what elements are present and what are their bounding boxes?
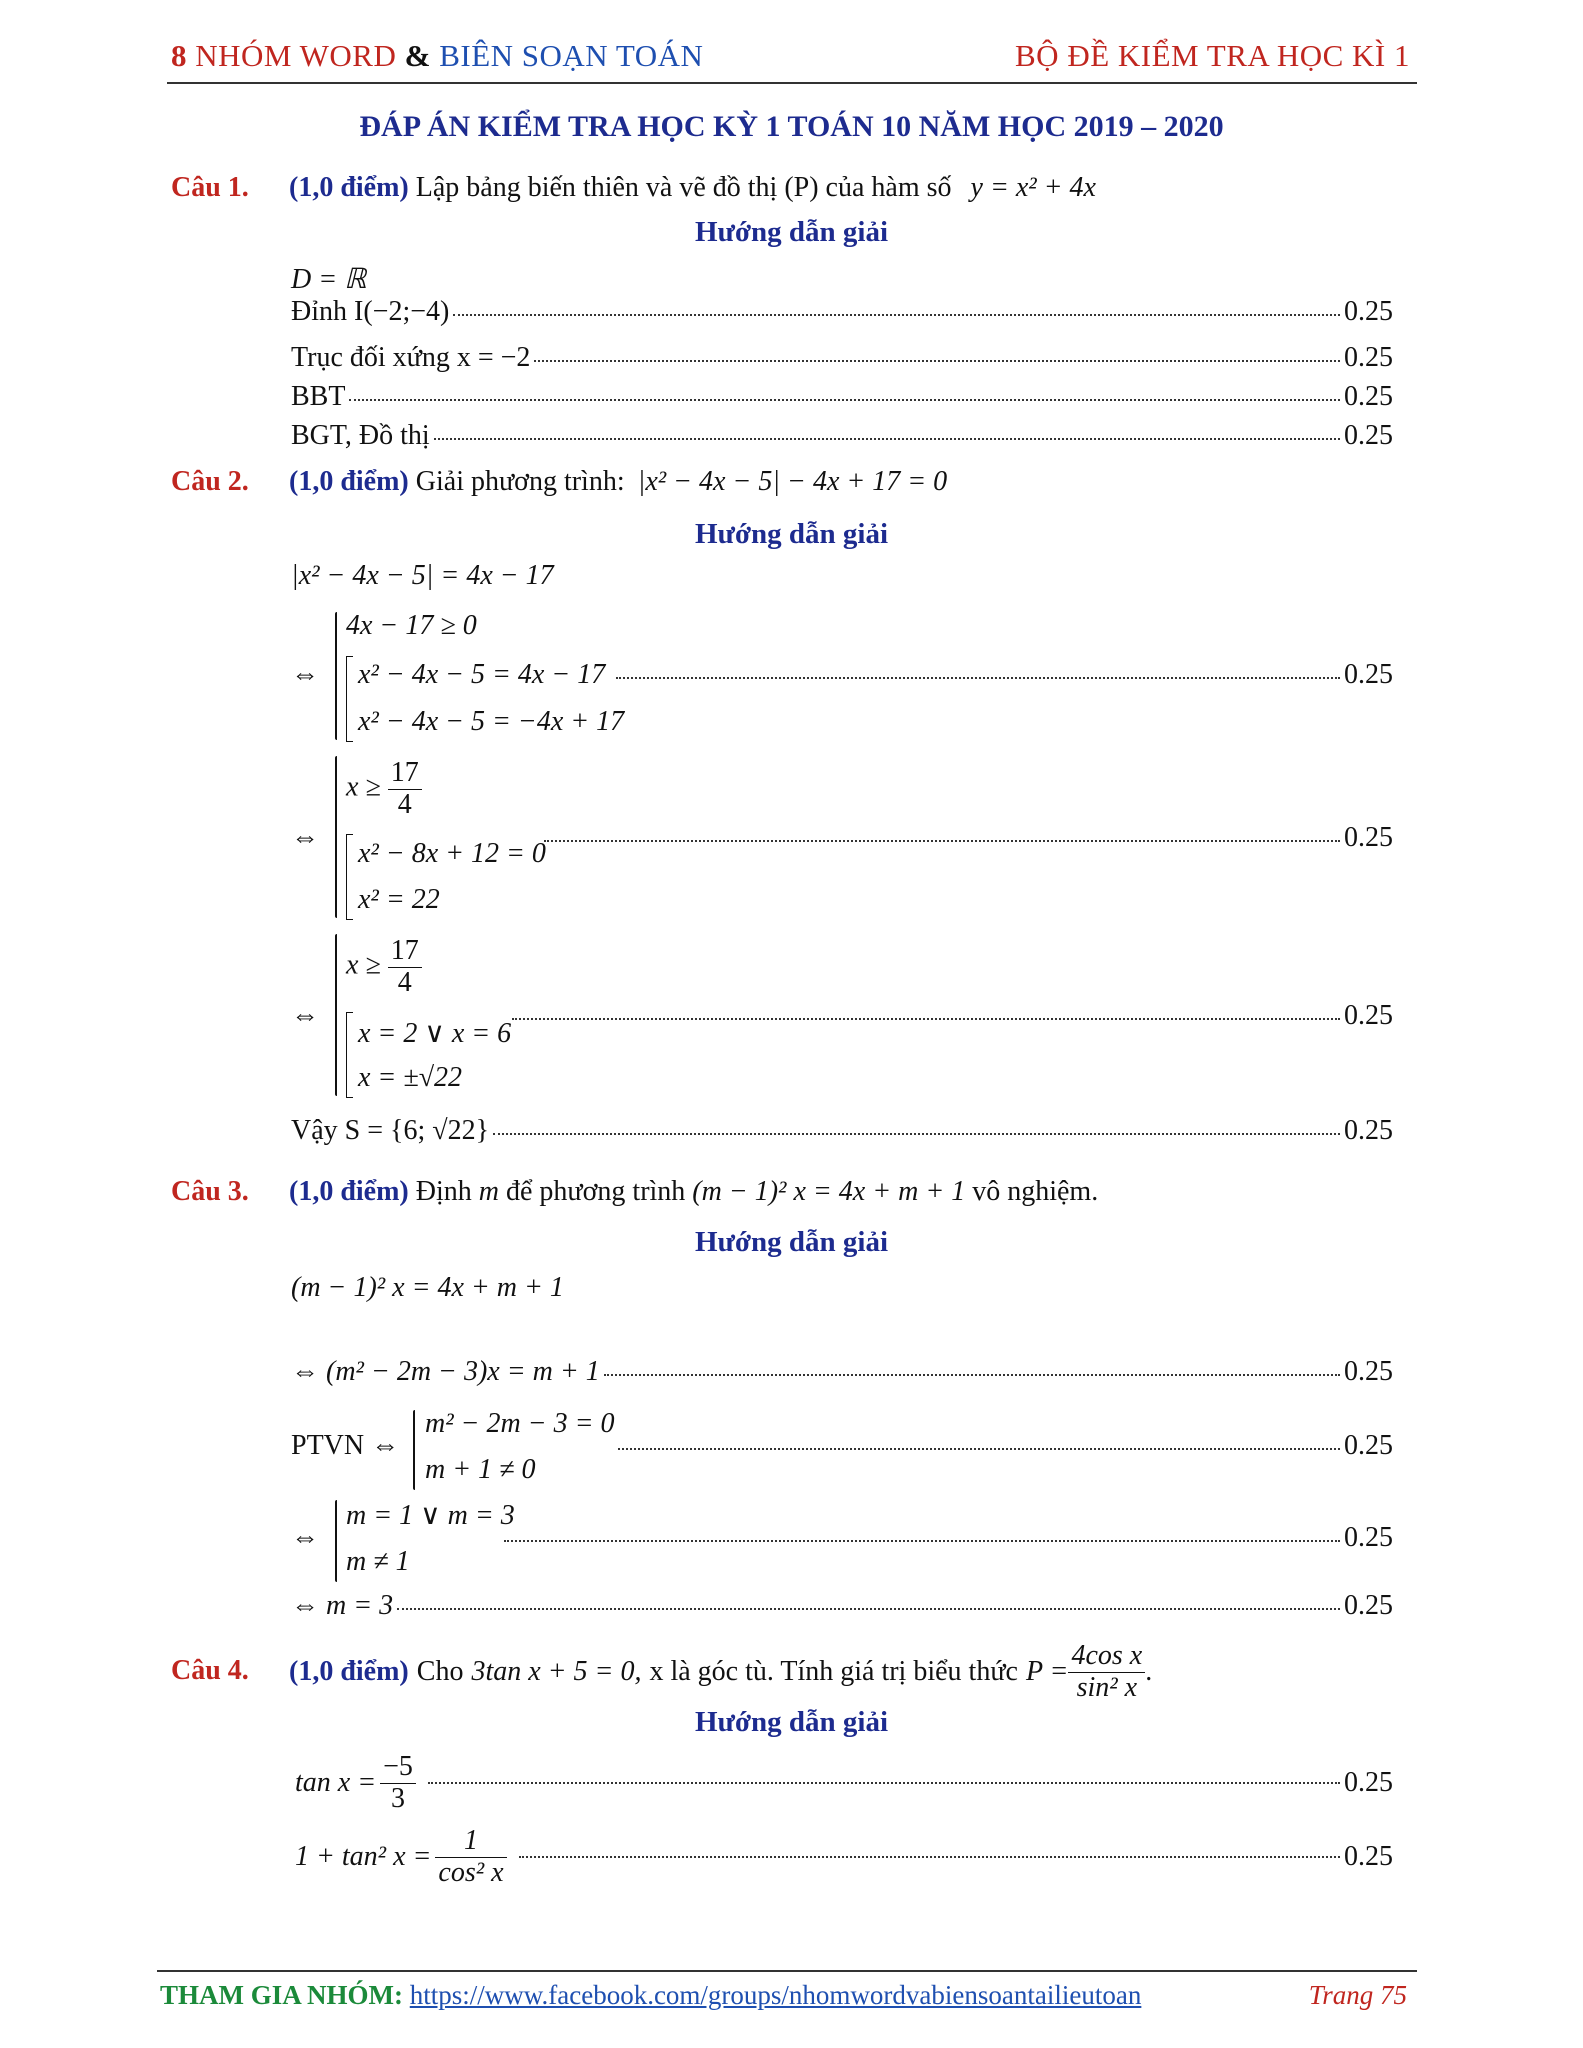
score: 0.25 bbox=[1344, 659, 1393, 690]
q4-period: . bbox=[1145, 1656, 1153, 1687]
q2-s2b: x² − 8x + 12 = 0 bbox=[358, 838, 546, 869]
q4-l2-lhs: 1 + tan² x = bbox=[295, 1841, 432, 1873]
system-brace bbox=[335, 756, 337, 918]
q4-prompt-a: Cho bbox=[416, 1656, 464, 1687]
footer-rule bbox=[157, 1970, 1417, 1972]
or-bracket bbox=[346, 1012, 353, 1098]
score: 0.25 bbox=[1344, 420, 1393, 451]
iff-symbol: ⇔ bbox=[291, 1000, 319, 1031]
score: 0.25 bbox=[1344, 822, 1393, 853]
q2-s3b: x = 2 ∨ x = 6 bbox=[358, 1018, 512, 1049]
score: 0.25 bbox=[1344, 1522, 1393, 1553]
dot-leader bbox=[428, 1782, 1340, 1784]
page-number: Trang 75 bbox=[1308, 1980, 1407, 2010]
q3-final-text: ⇔ m = 3 bbox=[291, 1590, 394, 1621]
q1-step-4 bbox=[291, 420, 1393, 452]
dot-leader bbox=[519, 1856, 1340, 1858]
dot-leader bbox=[397, 1608, 1340, 1610]
q2-conclusion bbox=[291, 1115, 1393, 1147]
q4-line-2 bbox=[295, 1826, 1393, 1889]
q1-step-1-text: Đỉnh I(−2;−4) bbox=[291, 296, 450, 327]
score: 0.25 bbox=[1344, 1115, 1393, 1146]
q1-step-1 bbox=[291, 296, 1393, 328]
q2-s1b: x² − 4x − 5 = 4x − 17 bbox=[358, 659, 606, 690]
q2-s2a bbox=[346, 758, 422, 821]
header-right: BỘ ĐỀ KIỂM TRA HỌC KÌ 1 bbox=[1015, 38, 1410, 73]
q1-step-2-text: Trục đối xứng x = −2 bbox=[291, 342, 531, 373]
iff-symbol: ⇔ bbox=[291, 822, 319, 853]
q2-line-1: |x² − 4x − 5| = 4x − 17 bbox=[291, 560, 554, 591]
frac-num: 17 bbox=[388, 758, 422, 790]
q1-prompt: Lập bảng biến thiên và vẽ đồ thị (P) của hàm số bbox=[415, 172, 952, 203]
score: 0.25 bbox=[1344, 381, 1393, 412]
q1-text bbox=[289, 172, 1096, 204]
header-left bbox=[171, 38, 703, 74]
frac-den: 4 bbox=[397, 966, 412, 998]
q3-var: m bbox=[478, 1176, 499, 1207]
q4-line-1 bbox=[295, 1752, 1393, 1815]
q3-line-1: (m − 1)² x = 4x + m + 1 bbox=[291, 1272, 564, 1303]
q3-text bbox=[289, 1176, 1098, 1208]
frac-den: 3 bbox=[391, 1782, 405, 1814]
frac-den: 4 bbox=[397, 788, 412, 820]
q1-step-3 bbox=[291, 381, 1393, 413]
frac-num: 1 bbox=[435, 1826, 506, 1858]
or-bracket bbox=[346, 834, 353, 920]
dot-leader bbox=[453, 314, 1340, 316]
fraction bbox=[388, 758, 422, 821]
q3-s1a: m² − 2m − 3 = 0 bbox=[425, 1408, 615, 1439]
dot-leader bbox=[349, 399, 1340, 401]
header-group-name-2: BIÊN SOẠN TOÁN bbox=[439, 38, 704, 73]
q2-formula: |x² − 4x − 5| − 4x + 17 = 0 bbox=[637, 466, 948, 497]
q4-prompt-b: x là góc tù. Tính giá trị biểu thức bbox=[649, 1656, 1018, 1687]
q2-s3a bbox=[346, 936, 422, 999]
frac-den: sin² x bbox=[1076, 1671, 1138, 1703]
frac-num: 17 bbox=[388, 936, 422, 968]
or-bracket bbox=[346, 656, 353, 742]
score: 0.25 bbox=[1344, 1841, 1393, 1873]
q2-s1c: x² − 4x − 5 = −4x + 17 bbox=[358, 706, 625, 737]
q3-prompt-b: để phương trình bbox=[506, 1176, 686, 1207]
fraction bbox=[388, 936, 422, 999]
q3-formula: (m − 1)² x = 4x + m + 1 bbox=[692, 1176, 966, 1207]
q1-step-2 bbox=[291, 342, 1393, 374]
iff-symbol: ⇔ bbox=[291, 659, 319, 690]
q1-step-3-text: BBT bbox=[291, 381, 346, 412]
system-brace bbox=[335, 934, 337, 1096]
q3-s1b: m + 1 ≠ 0 bbox=[425, 1454, 536, 1485]
footer-left bbox=[160, 1980, 1141, 2011]
q3-prompt-c: vô nghiệm. bbox=[972, 1176, 1099, 1207]
q2-s2a-lhs: x ≥ bbox=[346, 771, 381, 803]
frac-num: 4cos x bbox=[1068, 1641, 1145, 1673]
q2-s3c: x = ±√22 bbox=[358, 1062, 463, 1093]
q1-points: (1,0 điểm) bbox=[289, 172, 409, 203]
score: 0.25 bbox=[1344, 296, 1393, 327]
header-group-name: NHÓM WORD bbox=[195, 38, 397, 73]
q1-step-4-text: BGT, Đồ thị bbox=[291, 420, 430, 451]
q2-s1a: 4x − 17 ≥ 0 bbox=[346, 610, 477, 641]
q2-s3-score-row bbox=[508, 1000, 1393, 1032]
q4-p-fraction bbox=[1068, 1641, 1145, 1704]
q2-guide-heading: Hướng dẫn giải bbox=[694, 518, 889, 550]
q3-final bbox=[291, 1590, 1393, 1622]
q1-domain: D = ℝ bbox=[291, 264, 367, 295]
fraction bbox=[380, 1752, 416, 1815]
q4-points: (1,0 điểm) bbox=[289, 1656, 409, 1687]
fraction bbox=[435, 1826, 506, 1889]
system-brace bbox=[413, 1410, 415, 1490]
q4-text bbox=[289, 1633, 1152, 1711]
page-title: ĐÁP ÁN KIỂM TRA HỌC KỲ 1 TOÁN 10 NĂM HỌC 2019 – 2020 bbox=[359, 110, 1224, 143]
dot-leader bbox=[493, 1133, 1340, 1135]
group-link[interactable]: https://www.facebook.com/groups/nhomwordvabiensoantailieutoan bbox=[409, 1980, 1142, 2010]
q4-p-lhs: P = bbox=[1025, 1656, 1069, 1687]
dot-leader bbox=[534, 360, 1340, 362]
dot-leader bbox=[618, 1448, 1340, 1450]
q4-l1-lhs: tan x = bbox=[295, 1767, 377, 1799]
score: 0.25 bbox=[1344, 1767, 1393, 1799]
q3-line-2-text: ⇔ (m² − 2m − 3)x = m + 1 bbox=[291, 1356, 600, 1387]
q3-prompt-a: Định bbox=[415, 1176, 472, 1207]
dot-leader bbox=[544, 840, 1340, 842]
dot-leader bbox=[616, 677, 1340, 679]
score: 0.25 bbox=[1344, 1590, 1393, 1621]
dot-leader bbox=[512, 1018, 1340, 1020]
frac-den: cos² x bbox=[438, 1856, 504, 1888]
q1-label: Câu 1. bbox=[171, 172, 249, 203]
footer-label: THAM GIA NHÓM: bbox=[160, 1980, 403, 2010]
q2-s2c: x² = 22 bbox=[358, 884, 440, 915]
score: 0.25 bbox=[1344, 1000, 1393, 1031]
dot-leader bbox=[504, 1540, 1340, 1542]
q4-guide-heading: Hướng dẫn giải bbox=[694, 1706, 889, 1738]
q4-label: Câu 4. bbox=[171, 1655, 249, 1686]
q3-line-2 bbox=[291, 1356, 1393, 1388]
q3-ptvn: PTVN ⇔ bbox=[291, 1430, 400, 1461]
q2-points: (1,0 điểm) bbox=[289, 466, 409, 497]
q2-conclusion-text: Vậy S = {6; √22} bbox=[291, 1115, 490, 1146]
q1-formula: y = x² + 4x bbox=[970, 172, 1096, 203]
q3-points: (1,0 điểm) bbox=[289, 1176, 409, 1207]
q1-guide-heading: Hướng dẫn giải bbox=[694, 216, 889, 248]
iff-symbol: ⇔ bbox=[291, 1522, 319, 1553]
q3-label: Câu 3. bbox=[171, 1176, 249, 1207]
header-rule bbox=[167, 82, 1417, 84]
q2-text bbox=[289, 466, 947, 498]
logo-icon: 8 bbox=[171, 38, 187, 73]
q3-s1-score-row bbox=[614, 1430, 1393, 1462]
q3-s2b: m ≠ 1 bbox=[346, 1546, 410, 1577]
q3-s2a: m = 1 ∨ m = 3 bbox=[346, 1500, 515, 1531]
score: 0.25 bbox=[1344, 1430, 1393, 1461]
frac-num: −5 bbox=[380, 1752, 416, 1784]
score: 0.25 bbox=[1344, 1356, 1393, 1387]
q3-guide-heading: Hướng dẫn giải bbox=[694, 1226, 889, 1258]
q2-label: Câu 2. bbox=[171, 466, 249, 497]
system-brace bbox=[335, 1500, 337, 1582]
q3-s2-score-row bbox=[500, 1522, 1393, 1554]
header-amp: & bbox=[404, 38, 431, 73]
dot-leader bbox=[604, 1374, 1340, 1376]
q2-prompt: Giải phương trình: bbox=[415, 466, 625, 497]
system-brace bbox=[335, 612, 337, 740]
q4-cond: 3tan x + 5 = 0, bbox=[471, 1656, 642, 1687]
q2-s2-score-row bbox=[540, 822, 1393, 854]
q2-s3a-lhs: x ≥ bbox=[346, 949, 381, 981]
score: 0.25 bbox=[1344, 342, 1393, 373]
q2-s1-score-row bbox=[612, 659, 1393, 691]
dot-leader bbox=[434, 438, 1340, 440]
